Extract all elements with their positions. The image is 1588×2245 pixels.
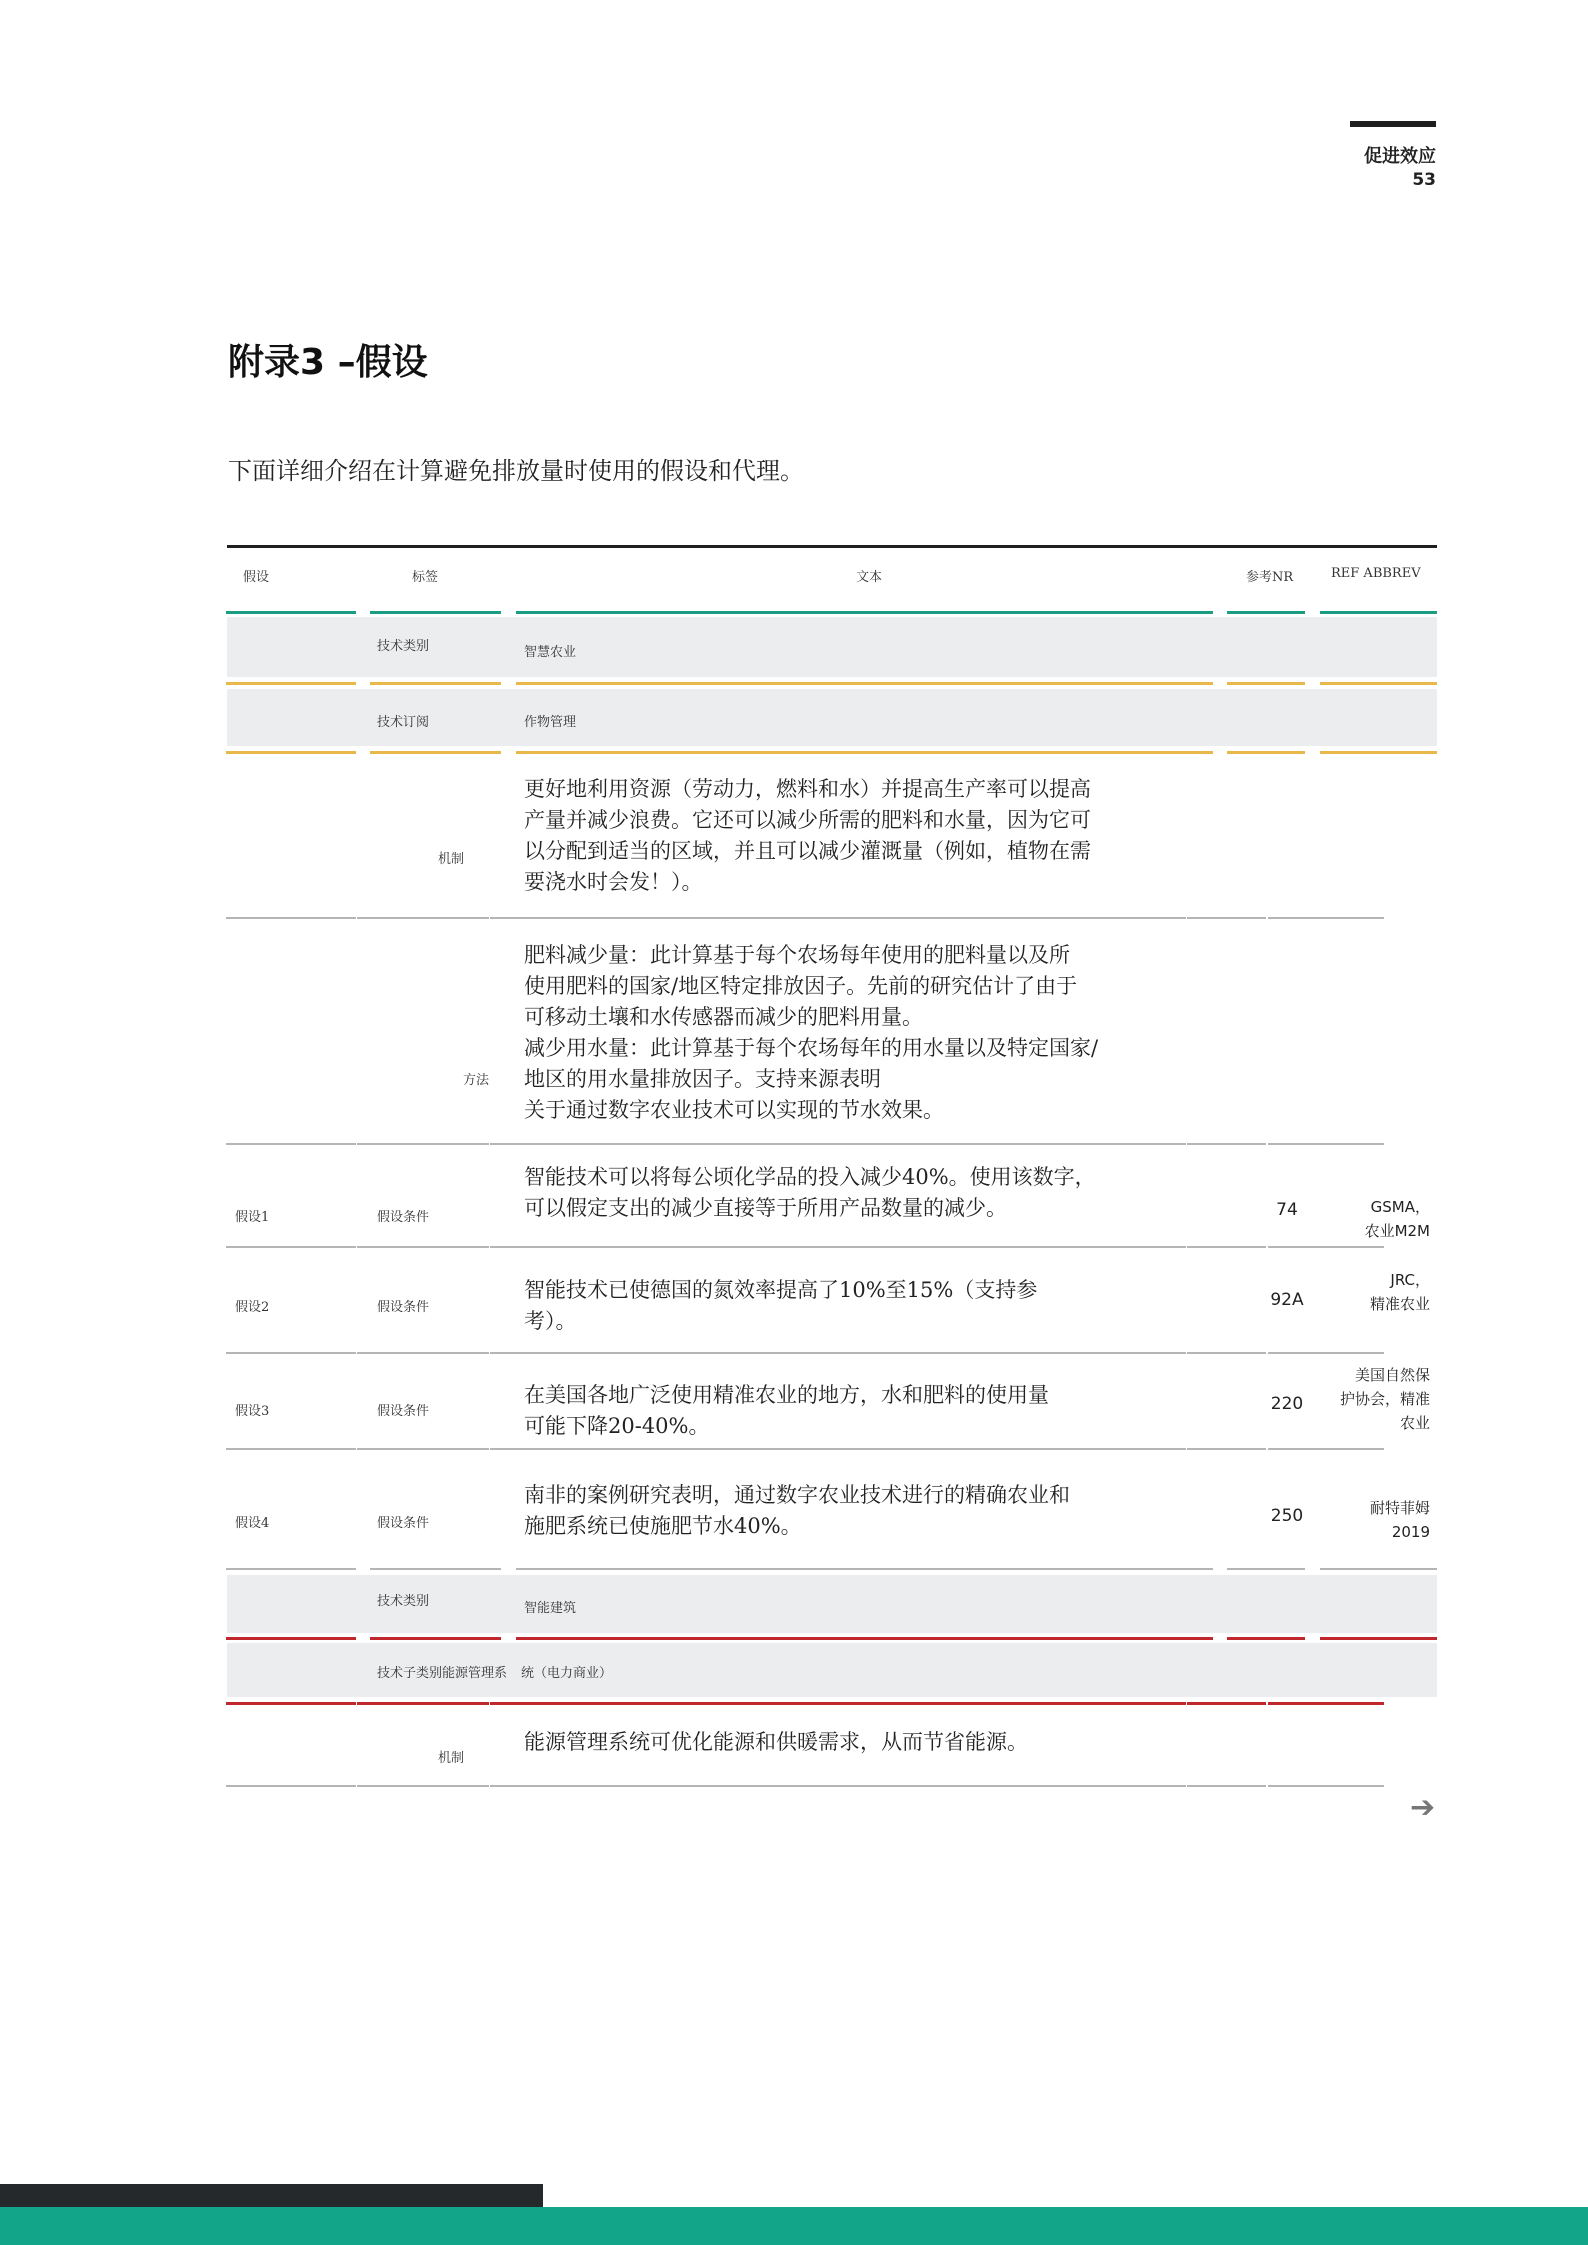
text-line: 产量并减少浪费。它还可以减少所需的肥料和水量，因为它可: [524, 808, 1091, 832]
row-rule: [1268, 1352, 1384, 1354]
ref-abbrev: [1310, 1363, 1430, 1435]
row-rule: [1187, 1143, 1266, 1145]
ref-nr: 92A: [1270, 1290, 1304, 1310]
assumption-id: 假设1: [235, 1210, 270, 1225]
col-header-text: 文本: [856, 570, 883, 585]
header-rule-teal: [1320, 611, 1437, 614]
text-line: 南非的案例研究表明，通过数字农业技术进行的精确农业和: [524, 1483, 1070, 1507]
mechanism-text: [524, 774, 1091, 898]
row-rule: [1320, 1568, 1437, 1570]
page-number: 53: [1412, 170, 1436, 190]
text-line: 肥料减少量：此计算基于每个农场每年使用的肥料量以及所: [524, 943, 1070, 967]
assumption-text: [524, 1380, 1049, 1442]
subcategory-label: 技术子类别能源管理系: [377, 1666, 508, 1681]
assumption-label: 假设条件: [377, 1210, 430, 1225]
text-line: 智能技术可以将每公顷化学品的投入减少40%。使用该数字，: [524, 1165, 1096, 1189]
col-header-ref-nr: 参考NR: [1246, 570, 1294, 585]
text-line: 减少用水量：此计算基于每个农场每年的用水量以及特定国家/: [524, 1036, 1099, 1060]
header-rule-teal: [226, 611, 356, 614]
subcategory-rule-orange: [516, 751, 1213, 754]
col-header-assumption: 假设: [243, 570, 270, 585]
col-header-ref-abbrev: REF ABBREV: [1331, 566, 1421, 581]
row-rule: [226, 1246, 356, 1248]
category-rule-orange: [516, 682, 1213, 685]
row-rule: [1187, 917, 1266, 919]
assumption-label: 假设条件: [377, 1300, 430, 1315]
section-name: 促进效应: [1364, 146, 1436, 167]
text-line: 可能下降20-40%。: [524, 1414, 710, 1438]
ref-line: JRC，: [1390, 1271, 1430, 1289]
ref-nr: 220: [1270, 1394, 1304, 1414]
row-rule: [490, 917, 1186, 919]
row-rule: [490, 1448, 1186, 1450]
subcategory-rule-red: [1187, 1702, 1266, 1705]
text-line: 以分配到适当的区域，并且可以减少灌溉量（例如，植物在需: [524, 839, 1091, 863]
assumption-id: 假设3: [235, 1404, 270, 1419]
assumption-id: 假设4: [235, 1516, 270, 1531]
row-rule: [357, 1352, 489, 1354]
subcategory-label: 技术订阅: [377, 715, 430, 730]
category-value: 智能建筑: [524, 1601, 577, 1616]
category-rule-orange: [226, 682, 356, 685]
col-header-label: 标签: [412, 570, 439, 585]
ref-line: 护协会，精准: [1339, 1390, 1430, 1408]
ref-line: 农业: [1399, 1414, 1430, 1432]
assumption-text: [524, 1480, 1070, 1542]
text-line: 要浇水时会发！）。: [524, 870, 703, 894]
text-line: 施肥系统已使施肥节水40%。: [524, 1514, 802, 1538]
assumption-label: 假设条件: [377, 1516, 430, 1531]
ref-abbrev: [1310, 1268, 1430, 1316]
row-rule: [357, 1785, 489, 1787]
category-rule-red: [1227, 1637, 1305, 1640]
ref-line: 2019: [1391, 1523, 1430, 1541]
row-rule: [357, 1143, 489, 1145]
subcategory-rule-red: [226, 1702, 356, 1705]
mechanism-label: 机制: [438, 1751, 465, 1766]
mechanism-text: 能源管理系统可优化能源和供暖需求，从而节省能源。: [524, 1730, 1028, 1754]
ref-abbrev: [1310, 1496, 1430, 1544]
category-rule-orange: [1320, 682, 1437, 685]
table-top-rule: [227, 545, 1437, 548]
row-rule: [1268, 1143, 1384, 1145]
row-rule: [1268, 1448, 1384, 1450]
row-rule: [1268, 1785, 1384, 1787]
intro-text: 下面详细介绍在计算避免排放量时使用的假设和代理。: [228, 457, 804, 485]
row-rule: [226, 1568, 356, 1570]
subcategory-rule-red: [357, 1702, 489, 1705]
assumption-text: [524, 1275, 1037, 1337]
text-line: 地区的用水量排放因子。支持来源表明: [524, 1067, 881, 1091]
mechanism-label: 机制: [438, 852, 465, 867]
row-rule: [490, 1246, 1186, 1248]
text-line: 更好地利用资源（劳动力，燃料和水）并提高生产率可以提高: [524, 777, 1091, 801]
ref-line: 农业M2M: [1364, 1222, 1430, 1240]
ref-nr: 250: [1270, 1506, 1304, 1526]
subcategory-value: 作物管理: [524, 715, 577, 730]
header-rule-teal: [1227, 611, 1305, 614]
row-rule: [226, 917, 356, 919]
footer-teal-bar: [0, 2207, 1588, 2245]
header-rule-teal: [370, 611, 501, 614]
category-rule-red: [516, 1637, 1213, 1640]
category-value: 智慧农业: [524, 645, 577, 660]
text-line: 考）。: [524, 1309, 577, 1333]
text-line: 可以假定支出的减少直接等于所用产品数量的减少。: [524, 1196, 1007, 1220]
row-rule: [370, 1568, 501, 1570]
category-rule-orange: [1227, 682, 1305, 685]
text-line: 使用肥料的国家/地区特定排放因子。先前的研究估计了由于: [524, 974, 1078, 998]
row-rule: [1268, 1246, 1384, 1248]
row-rule: [357, 1448, 489, 1450]
row-rule: [490, 1143, 1186, 1145]
ref-line: 美国自然保: [1354, 1366, 1430, 1384]
category-rule-red: [226, 1637, 356, 1640]
subcategory-rule-orange: [370, 751, 501, 754]
subcategory-rule-orange: [1320, 751, 1437, 754]
text-line: 关于通过数字农业技术可以实现的节水效果。: [524, 1098, 944, 1122]
header-rule-teal: [516, 611, 1213, 614]
footer-dark-bar: [0, 2184, 543, 2208]
row-rule: [1268, 917, 1384, 919]
row-rule: [357, 1246, 489, 1248]
category-rule-red: [1320, 1637, 1437, 1640]
assumption-id: 假设2: [235, 1300, 270, 1315]
category-label: 技术类别: [377, 639, 430, 654]
row-rule: [1187, 1448, 1266, 1450]
category-rule-red: [370, 1637, 501, 1640]
row-rule: [490, 1785, 1186, 1787]
text-line: 在美国各地广泛使用精准农业的地方，水和肥料的使用量: [524, 1383, 1049, 1407]
method-label: 方法: [463, 1073, 490, 1088]
ref-line: 精准农业: [1369, 1295, 1430, 1313]
row-rule: [1227, 1568, 1305, 1570]
row-rule: [226, 1143, 356, 1145]
category-label: 技术类别: [377, 1594, 430, 1609]
row-rule: [226, 1352, 356, 1354]
assumption-text: [524, 1162, 1096, 1224]
page-title: 附录3 –假设: [228, 342, 428, 383]
category-rule-orange: [370, 682, 501, 685]
row-rule: [1187, 1785, 1266, 1787]
row-rule: [490, 1352, 1186, 1354]
subcategory-rule-red: [1268, 1702, 1384, 1705]
subcategory-rule-orange: [1227, 751, 1305, 754]
header-rule: [1350, 121, 1436, 127]
row-rule: [1187, 1246, 1266, 1248]
assumption-label: 假设条件: [377, 1404, 430, 1419]
row-rule: [357, 917, 489, 919]
text-line: 智能技术已使德国的氮效率提高了10%至15%（支持参: [524, 1278, 1038, 1302]
row-rule: [516, 1568, 1213, 1570]
ref-nr: 74: [1276, 1200, 1298, 1220]
row-rule: [226, 1785, 356, 1787]
subcategory-value: 统（电力商业）: [521, 1666, 613, 1681]
row-rule: [1187, 1352, 1266, 1354]
ref-line: GSMA，: [1370, 1198, 1430, 1216]
subcategory-rule-red: [490, 1702, 1186, 1705]
ref-line: 耐特菲姆: [1369, 1499, 1430, 1517]
ref-abbrev: [1310, 1195, 1430, 1243]
next-page-arrow-icon[interactable]: ➔: [1410, 1790, 1436, 1825]
row-rule: [226, 1448, 356, 1450]
subcategory-rule-orange: [226, 751, 356, 754]
method-text: [524, 940, 1098, 1126]
text-line: 可移动土壤和水传感器而减少的肥料用量。: [524, 1005, 923, 1029]
